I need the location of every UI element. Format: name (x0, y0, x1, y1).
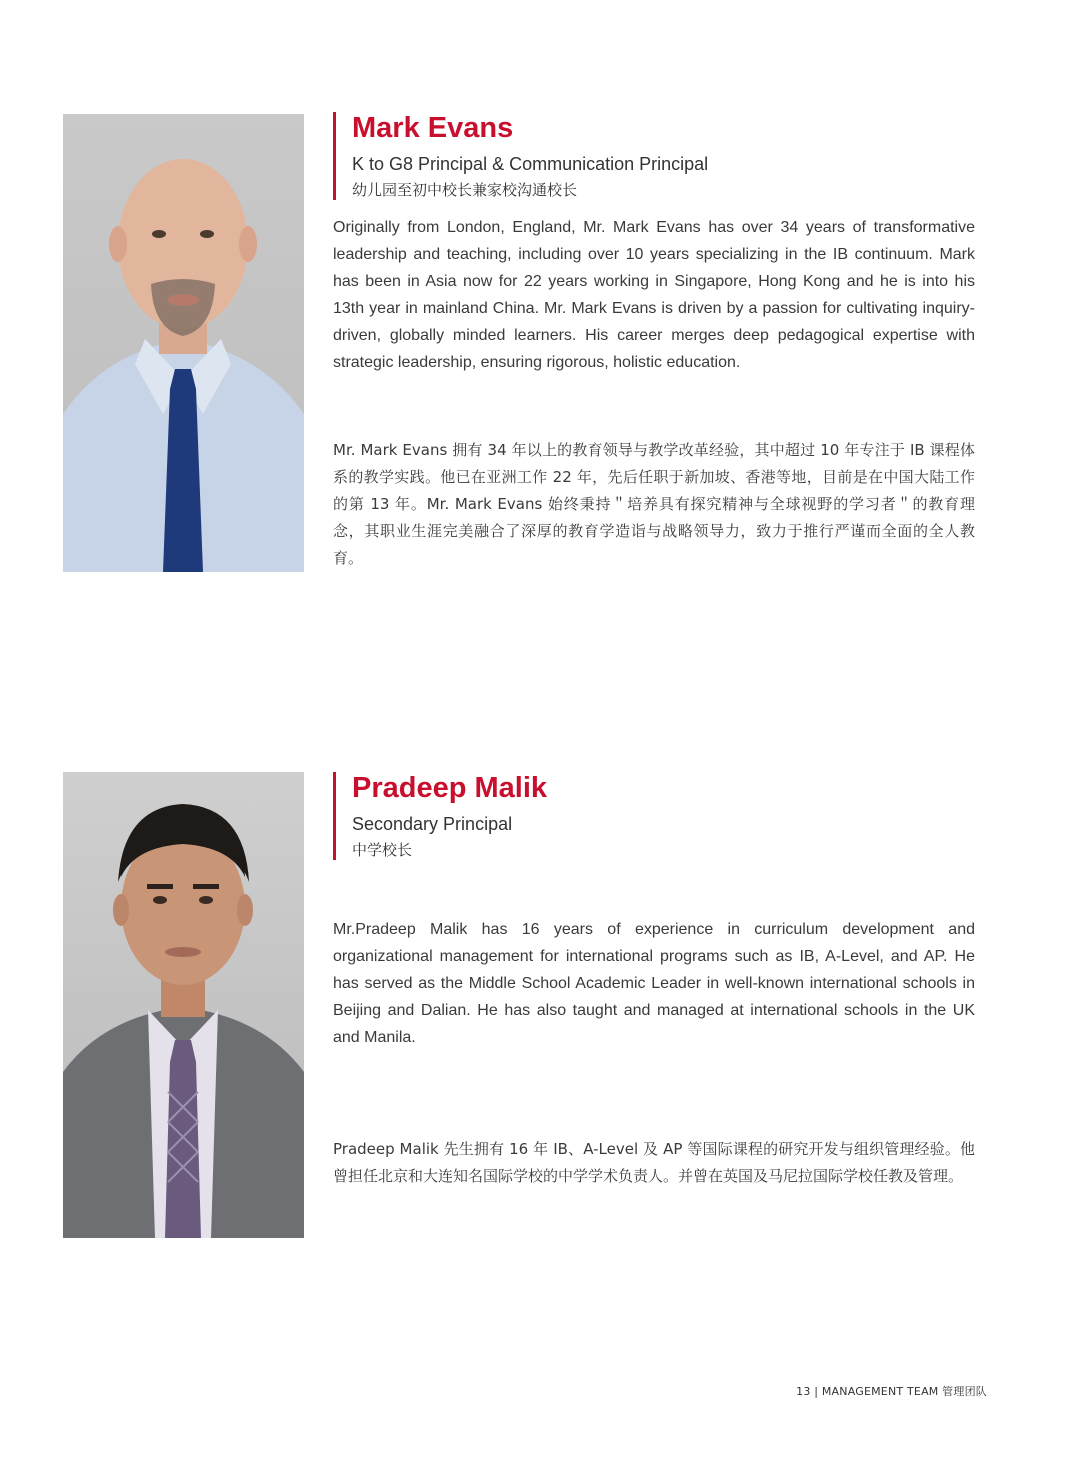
profile-header-pradeep-malik (333, 772, 547, 860)
profile-bio-en: Mr.Pradeep Malik has 16 years of experience in curriculum development and organizational management for international programs such as IB, A-Level, and AP. He has served as the Middle School Academic Leader in well-known international schools in Beijing and Dalian. He has also taught and managed at international schools in the UK and Manila. (333, 921, 975, 1046)
profile-photo-mark-evans (63, 114, 304, 572)
profile-name: Mark Evans (352, 112, 514, 144)
page-footer: 13 | MANAGEMENT TEAM 管理团队 (796, 1385, 987, 1398)
profile-header-mark-evans (333, 112, 708, 200)
profile-bio-cn: Mr. Mark Evans 拥有 34 年以上的教育领导与教学改革经验，其中超过 10 年专注于 IB 课程体系的教学实践。他已在亚洲工作 22 年，先后任职于新加坡、香港等地，目前是在中国大陆工作的第 13 年。Mr. Mark Evans 始终秉持＂培养具有探究精神与全球视野的学习者＂的教育理念，其职业生涯完美融合了深厚的教育学造诣与战略领导力，致力于推行严谨而全面的全人教育。 (333, 441, 975, 567)
profile-title-cn: 中学校长 (352, 841, 413, 859)
profile-title-en: K to G8 Principal & Communication Principal (352, 154, 709, 174)
profile-photo-pradeep-malik (63, 772, 304, 1238)
profile-name: Pradeep Malik (352, 772, 548, 804)
profile-bio-en: Originally from London, England, Mr. Mark Evans has over 34 years of transformative leadership and teaching, including over 10 years specializing in the IB continuum. Mark has been in Asia now for 22 years working in Singapore, Hong Kong and he is into his 13th year in mainland China. Mr. Mark Evans is driven by a passion for cultivating inquiry-driven, globally minded learners. His career merges deep pedagogical expertise with strategic leadership, ensuring rigorous, holistic education. (333, 219, 975, 371)
profile-title-cn: 幼儿园至初中校长兼家校沟通校长 (352, 181, 578, 199)
profile-bio-cn: Pradeep Malik 先生拥有 16 年 IB、A-Level 及 AP 等国际课程的研究开发与组织管理经验。他曾担任北京和大连知名国际学校的中学学术负责人。并曾在英国及马尼拉国际学校任教及管理。 (333, 1140, 975, 1185)
profile-title-en: Secondary Principal (352, 814, 513, 834)
